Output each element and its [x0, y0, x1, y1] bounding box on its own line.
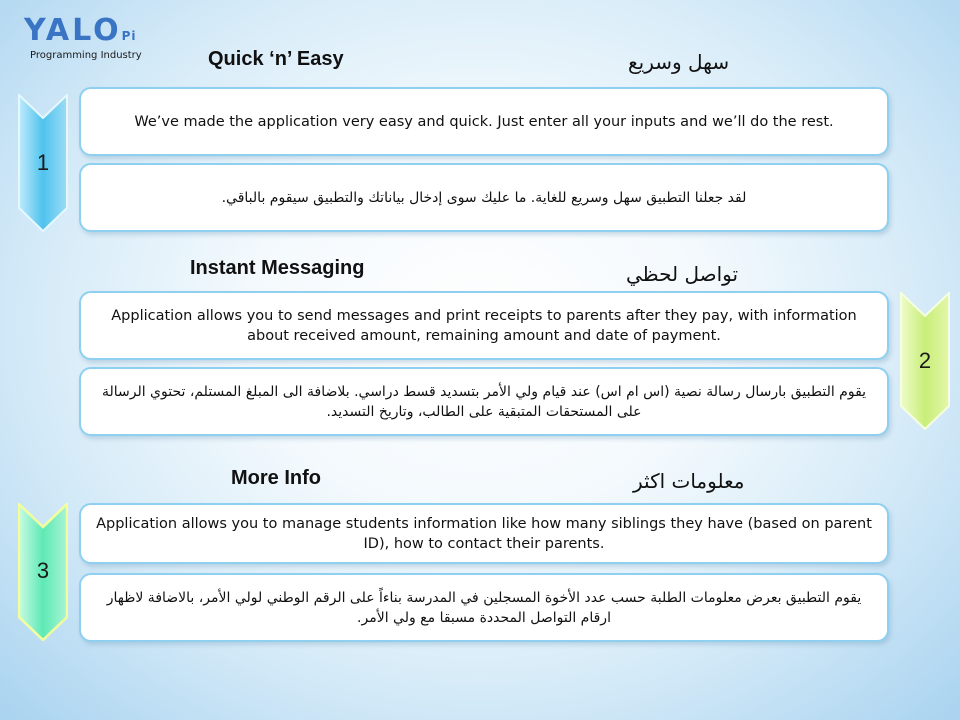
- yalopi-logo: [24, 14, 154, 64]
- section-2-text-en: Application allows you to send messages and print receipts to parents after they pay, with information about received amount, remaining amount and date of payment.: [111, 307, 857, 344]
- section-2-text-ar: يقوم التطبيق بارسال رسالة نصية (اس ام اس) عند قيام ولي الأمر بتسديد قسط دراسي. بلاضافة الى المبلغ المستلم، تحتوي الرسالة على المستحقات المتبقية على الطالب، وتاريخ التسديد.: [101, 383, 867, 420]
- section-2-number: 2: [918, 348, 932, 373]
- section-2-arabic-box: [79, 367, 889, 436]
- section-1-number-badge: [18, 94, 68, 232]
- section-3-text-ar: يقوم التطبيق بعرض معلومات الطلبة حسب عدد الأخوة المسجلين في المدرسة بناءاً على الرقم الوطني لولي الأمر، بالاضافة لاظهار ارقام التواصل المحددة مسبقا مع ولي الأمر.: [106, 589, 862, 626]
- section-3-title-en: More Info: [231, 467, 321, 489]
- logo-suffix: Pi: [121, 29, 137, 43]
- section-1-arabic-box: [79, 163, 889, 232]
- section-3-title-ar: معلومات اكثر: [633, 469, 745, 493]
- section-3-number-badge: [18, 503, 68, 641]
- logo-word: YALO: [24, 13, 122, 48]
- section-2-title-ar: تواصل لحظي: [626, 262, 739, 286]
- section-3-english-box: [79, 503, 889, 564]
- section-1-title-ar: سهل وسريع: [628, 50, 730, 74]
- section-2-title-en: Instant Messaging: [190, 257, 365, 279]
- section-1-title-en: Quick ‘n’ Easy: [208, 48, 344, 70]
- section-2-number-badge: [900, 292, 950, 430]
- logo-tagline: Programming Industry: [30, 50, 142, 61]
- section-1-number: 1: [36, 150, 50, 175]
- section-3-number: 3: [36, 558, 50, 583]
- section-1-text-en: We’ve made the application very easy and quick. Just enter all your inputs and we’ll do the rest.: [134, 113, 834, 130]
- section-2-english-box: [79, 291, 889, 360]
- section-3-arabic-box: [79, 573, 889, 642]
- section-1-english-box: [79, 87, 889, 156]
- section-3-text-en: Application allows you to manage students information like how many siblings they have (based on parent ID), how to contact their parents.: [96, 515, 872, 552]
- section-1-text-ar: لقد جعلنا التطبيق سهل وسريع للغاية. ما عليك سوى إدخال بياناتك والتطبيق سيقوم بالباقي.: [221, 189, 747, 206]
